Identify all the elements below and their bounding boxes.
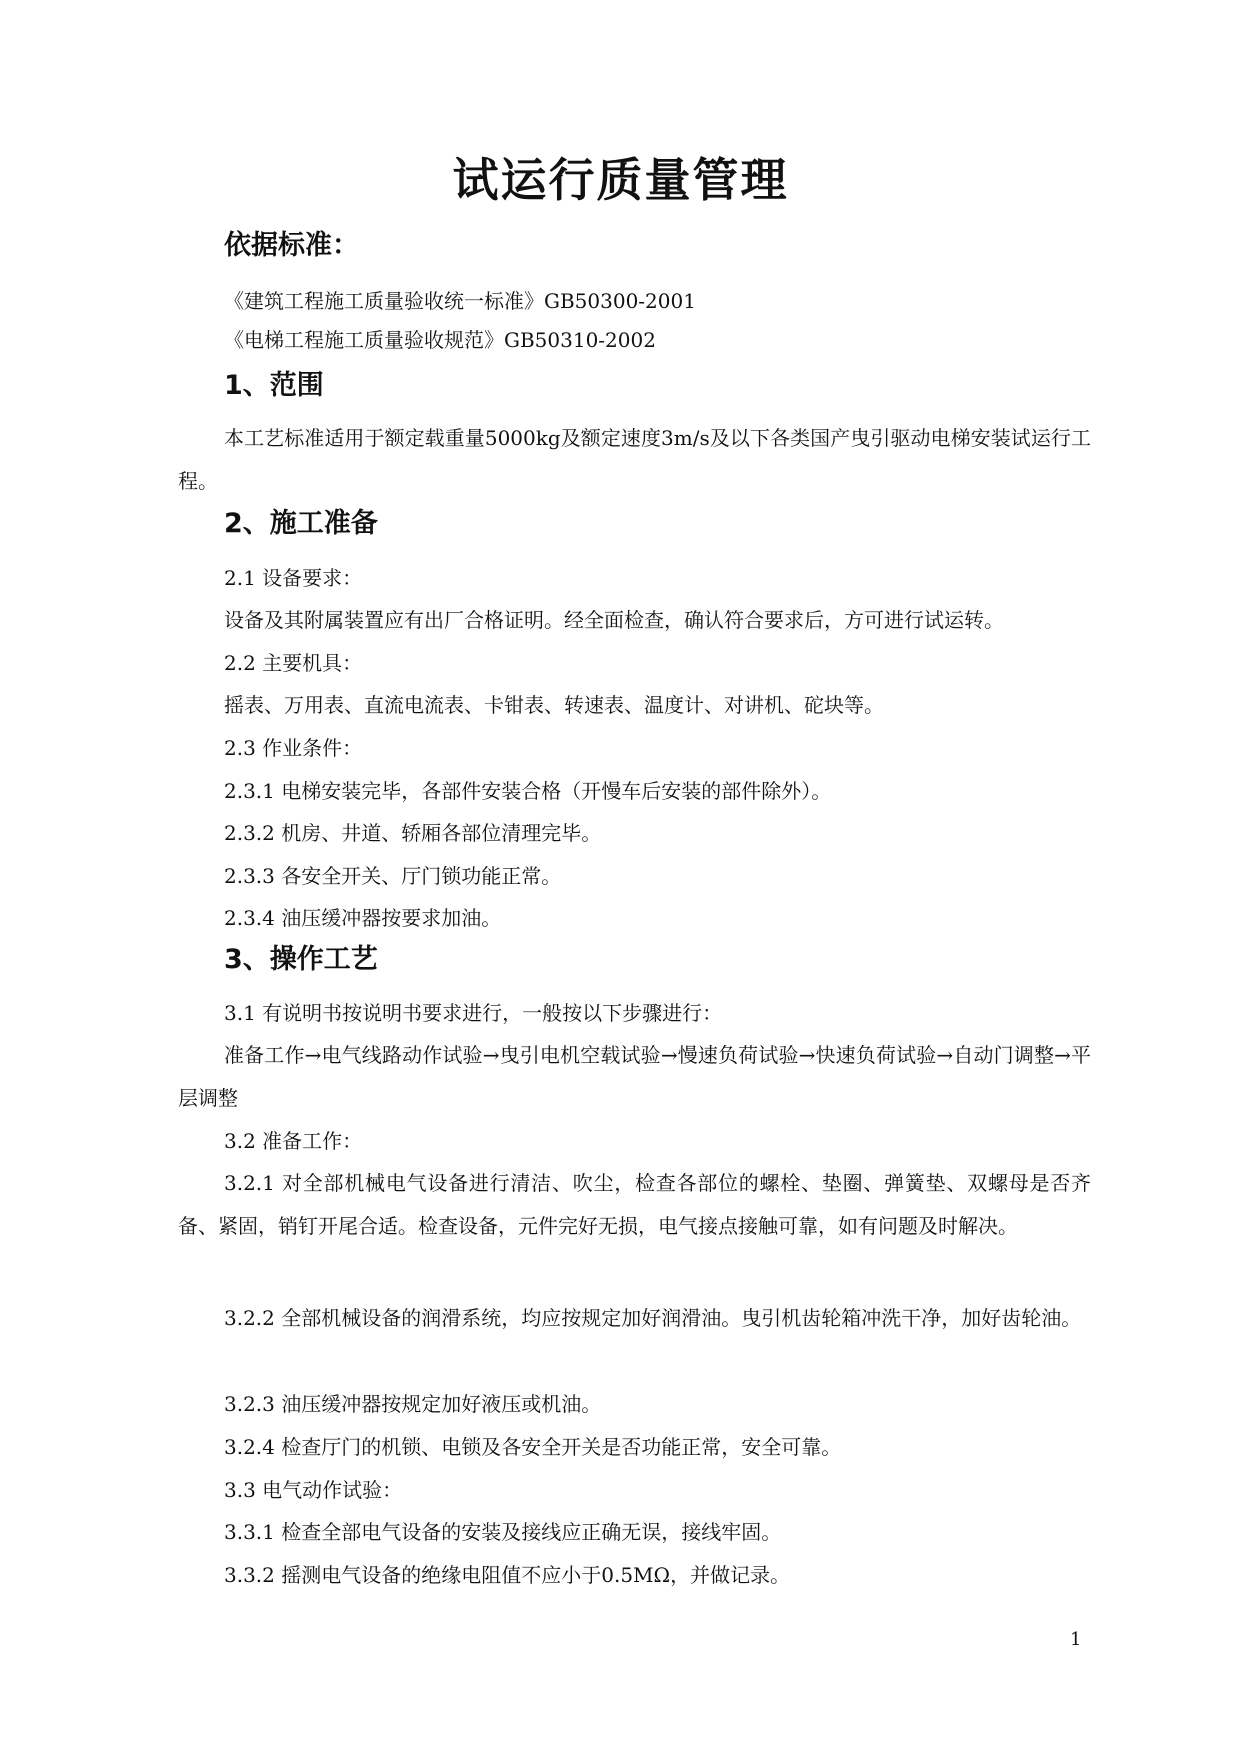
procedure-flow: 准备工作→电气线路动作试验→曳引电机空载试验→慢速负荷试验→快速负荷试验→自动门调整→平层调整 [178, 1043, 1091, 1110]
standard-reference-2: 《电梯工程施工质量验收规范》GB50310-2002 [224, 328, 656, 352]
scope-paragraph: 本工艺标准适用于额定载重量5000kg及额定速度3m/s及以下各类国产曳引驱动电梯安装试运行工程。 [178, 426, 1091, 493]
section-1-heading: 1、范围 [224, 370, 324, 401]
work-conditions-label: 2.3 作业条件： [224, 736, 363, 760]
section-3-heading: 3、操作工艺 [224, 944, 378, 975]
electrical-test-3-3-1: 3.3.1 检查全部电气设备的安装及接线应正确无误，接线牢固。 [224, 1520, 782, 1544]
preparation-3-2-2: 3.2.2 全部机械设备的润滑系统，均应按规定加好润滑油。曳引机齿轮箱冲洗干净，加好齿轮油。 [224, 1306, 1082, 1330]
work-condition-2-3-1: 2.3.1 电梯安装完毕，各部件安装合格（开慢车后安装的部件除外）。 [224, 779, 832, 803]
main-tools-label: 2.2 主要机具： [224, 651, 363, 675]
section-2-heading: 2、施工准备 [224, 508, 378, 539]
preparation-3-2-3: 3.2.3 油压缓冲器按规定加好液压或机油。 [224, 1392, 602, 1416]
work-condition-2-3-4: 2.3.4 油压缓冲器按要求加油。 [224, 906, 502, 930]
preparation-3-2-1: 3.2.1 对全部机械电气设备进行清洁、吹尘，检查各部位的螺栓、垫圈、弹簧垫、双螺母是否齐备、紧固，销钉开尾合适。检查设备，元件完好无损，电气接点接触可靠，如有问题及时解决。 [178, 1171, 1091, 1238]
page-number: 1 [1070, 1629, 1082, 1650]
electrical-test-3-3-2: 3.3.2 摇测电气设备的绝缘电阻值不应小于0.5MΩ，并做记录。 [224, 1563, 791, 1587]
preparation-3-2-4: 3.2.4 检查厅门的机锁、电锁及各安全开关是否功能正常，安全可靠。 [224, 1435, 842, 1459]
main-tools-text: 摇表、万用表、直流电流表、卡钳表、转速表、温度计、对讲机、砣块等。 [224, 693, 884, 717]
equipment-requirements-label: 2.1 设备要求： [224, 566, 363, 590]
work-condition-2-3-2: 2.3.2 机房、井道、轿厢各部位清理完毕。 [224, 821, 602, 845]
equipment-requirements-text: 设备及其附属装置应有出厂合格证明。经全面检查，确认符合要求后，方可进行试运转。 [224, 608, 1004, 632]
work-condition-2-3-3: 2.3.3 各安全开关、厅门锁功能正常。 [224, 864, 562, 888]
page-title: 试运行质量管理 [452, 153, 789, 207]
procedure-3-1: 3.1 有说明书按说明书要求进行，一般按以下步骤进行： [224, 1001, 723, 1025]
basis-heading: 依据标准： [224, 230, 359, 261]
standard-reference-1: 《建筑工程施工质量验收统一标准》GB50300-2001 [224, 289, 696, 313]
electrical-test-label: 3.3 电气动作试验： [224, 1478, 403, 1502]
preparation-label: 3.2 准备工作： [224, 1129, 363, 1153]
